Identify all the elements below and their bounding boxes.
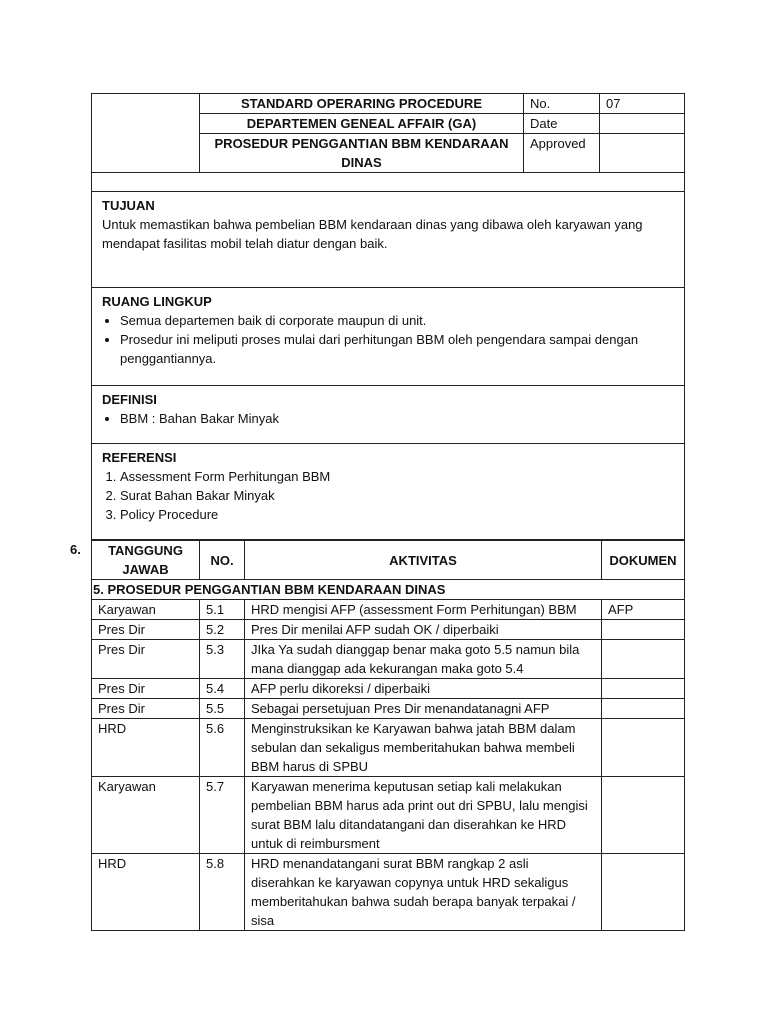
list-item: • BBM : Bahan Bakar Minyak xyxy=(120,409,674,428)
table-row xyxy=(92,719,685,777)
cell-pj: Pres Dir xyxy=(92,620,200,640)
cell-dokumen xyxy=(602,854,685,931)
cell-aktivitas: AFP perlu dikoreksi / diperbaiki xyxy=(245,679,602,699)
table-row xyxy=(92,699,685,719)
cell-pj: Pres Dir xyxy=(92,640,200,679)
definisi-list xyxy=(102,409,674,428)
prosedur-rows xyxy=(92,600,685,931)
cell-dokumen xyxy=(602,699,685,719)
cell-pj: Pres Dir xyxy=(92,679,200,699)
meta-label-approved: Approved xyxy=(524,134,600,173)
cell-dokumen xyxy=(602,679,685,699)
header-line-3: PROSEDUR PENGGANTIAN BBM KENDARAAN DINAS xyxy=(200,134,524,173)
cell-no: 5.1 xyxy=(200,600,245,620)
cell-no: 5.3 xyxy=(200,640,245,679)
cell-no: 5.8 xyxy=(200,854,245,931)
column-header-tanggung-jawab: TANGGUNG JAWAB xyxy=(92,541,200,580)
cell-dokumen xyxy=(602,777,685,854)
header-spacer-row xyxy=(92,173,685,192)
meta-value-approved xyxy=(600,134,685,173)
header-line-2: DEPARTEMEN GENEAL AFFAIR (GA) xyxy=(200,114,524,134)
prosedur-title: 5. PROSEDUR PENGGANTIAN BBM KENDARAAN DINAS xyxy=(92,580,685,600)
table-row xyxy=(92,679,685,699)
outer-section-number: 6. xyxy=(70,542,81,557)
ruang-lingkup-title: RUANG LINGKUP xyxy=(102,294,212,309)
list-item: 2. Surat Bahan Bakar Minyak xyxy=(120,486,674,505)
cell-pj: Pres Dir xyxy=(92,699,200,719)
cell-dokumen xyxy=(602,620,685,640)
cell-aktivitas: HRD mengisi AFP (assessment Form Perhitungan) BBM xyxy=(245,600,602,620)
list-item: • Semua departemen baik di corporate maupun di unit. xyxy=(120,311,674,330)
cell-aktivitas: Karyawan menerima keputusan setiap kali melakukan pembelian BBM harus ada print out dri SPBU, lalu mengisi surat BBM lalu ditandatangani dan diserahkan ke HRD untuk di reimbursment xyxy=(245,777,602,854)
section-ruang-lingkup xyxy=(92,288,685,386)
cell-dokumen: AFP xyxy=(602,600,685,620)
table-row xyxy=(92,854,685,931)
meta-value-date xyxy=(600,114,685,134)
cell-pj: HRD xyxy=(92,854,200,931)
cell-no: 5.4 xyxy=(200,679,245,699)
prosedur-table xyxy=(91,540,685,931)
table-row xyxy=(92,600,685,620)
table-row xyxy=(92,777,685,854)
column-header-aktivitas: AKTIVITAS xyxy=(245,541,602,580)
column-header-no: NO. xyxy=(200,541,245,580)
section-definisi xyxy=(92,386,685,444)
list-item: • Prosedur ini meliputi proses mulai dari perhitungan BBM oleh pengendara sampai dengan penggantiannya. xyxy=(120,330,674,368)
tujuan-text: Untuk memastikan bahwa pembelian BBM kendaraan dinas yang dibawa oleh karyawan yang mendapat fasilitas mobil telah diatur dengan baik. xyxy=(102,217,643,251)
cell-aktivitas: Pres Dir menilai AFP sudah OK / diperbaiki xyxy=(245,620,602,640)
cell-pj: Karyawan xyxy=(92,600,200,620)
meta-label-date: Date xyxy=(524,114,600,134)
definisi-title: DEFINISI xyxy=(102,392,157,407)
table-row xyxy=(92,620,685,640)
section-referensi xyxy=(92,444,685,540)
cell-dokumen xyxy=(602,719,685,777)
ruang-lingkup-list xyxy=(102,311,674,368)
cell-aktivitas: JIka Ya sudah dianggap benar maka goto 5.5 namun bila mana dianggap ada kekurangan maka goto 5.4 xyxy=(245,640,602,679)
sop-document xyxy=(70,93,684,931)
sop-header-table xyxy=(91,93,685,540)
cell-no: 5.2 xyxy=(200,620,245,640)
cell-dokumen xyxy=(602,640,685,679)
cell-aktivitas: HRD menandatangani surat BBM rangkap 2 asli diserahkan ke karyawan copynya untuk HRD sekaligus memberitahukan bahwa sudah berapa banyak terpakai / sisa xyxy=(245,854,602,931)
meta-label-no: No. xyxy=(524,94,600,114)
cell-no: 5.5 xyxy=(200,699,245,719)
cell-aktivitas: Sebagai persetujuan Pres Dir menandatanagni AFP xyxy=(245,699,602,719)
cell-no: 5.6 xyxy=(200,719,245,777)
header-line-1: STANDARD OPERARING PROCEDURE xyxy=(200,94,524,114)
logo-cell xyxy=(92,94,200,173)
cell-pj: HRD xyxy=(92,719,200,777)
cell-aktivitas: Menginstruksikan ke Karyawan bahwa jatah BBM dalam sebulan dan sekaligus memberitahukan bahwa membeli BBM harus di SPBU xyxy=(245,719,602,777)
tujuan-title: TUJUAN xyxy=(102,198,155,213)
section-tujuan xyxy=(92,192,685,288)
cell-pj: Karyawan xyxy=(92,777,200,854)
list-item: 3. Policy Procedure xyxy=(120,505,674,524)
table-row xyxy=(92,640,685,679)
meta-value-no: 07 xyxy=(600,94,685,114)
list-item: 1. Assessment Form Perhitungan BBM xyxy=(120,467,674,486)
column-header-dokumen: DOKUMEN xyxy=(602,541,685,580)
cell-no: 5.7 xyxy=(200,777,245,854)
referensi-title: REFERENSI xyxy=(102,450,177,465)
referensi-list xyxy=(102,467,674,524)
prosedur-section xyxy=(70,540,684,931)
